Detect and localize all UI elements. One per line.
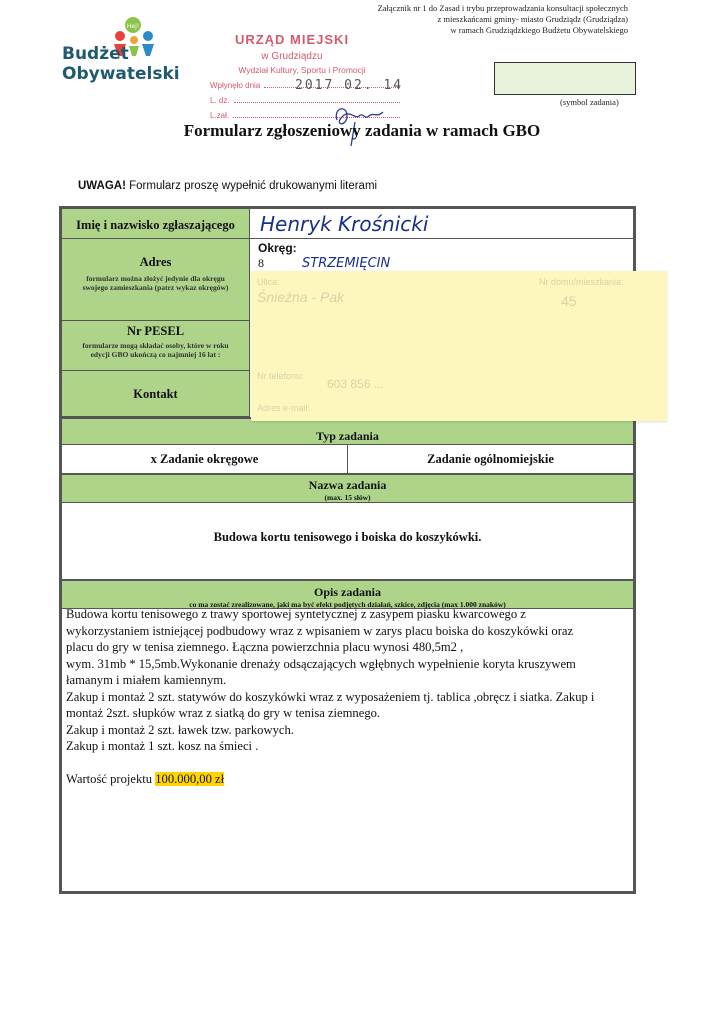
description-line: Zakup i montaż 2 szt. statywów do koszykówki wraz z wyposażeniem tj. tablica ,obręcz i siatka. Zakup i [66, 689, 595, 704]
task-name-field[interactable]: Budowa kortu tenisowego i boiska do koszykówki. [213, 530, 482, 544]
description-line: wykorzystaniem istniejącej podbudowy wraz z wpisaniem w zarys placu boiska do koszykówki oraz [66, 623, 574, 638]
stamp-lzal-label: L.zał. [210, 111, 230, 120]
pesel-label-cell [62, 321, 250, 371]
description-line: Zakup i montaż 1 szt. kosz na śmieci . [66, 739, 259, 753]
street-value: Śnieżna - Pak [257, 289, 345, 305]
stamp-department: Wydział Kultury, Sportu i Promocji [238, 65, 366, 75]
phone-label: Nr telefonu: [257, 371, 304, 381]
house-value: 45 [561, 293, 577, 309]
street-label: Ulica: [257, 277, 280, 287]
name-label: Imię i nazwisko zgłaszającego [76, 218, 235, 232]
task-symbol-label: (symbol zadania) [560, 97, 619, 107]
description-line: wym. 31mb * 15,5mb.Wykonanie drenaży odsączających wgłębnych wypełnienie koryta kruszywem [66, 656, 576, 671]
project-value-line [66, 771, 634, 788]
name-label-cell [62, 209, 250, 239]
type-city-option[interactable]: Zadanie ogólnomiejskie [427, 452, 554, 466]
stamp-ld-label: L. dz. [210, 96, 230, 105]
warning-prefix: UWAGA! [78, 180, 126, 192]
svg-text:Hej!: Hej! [126, 23, 140, 30]
attachment-note-line: w ramach Grudziądzkiego Budżetu Obywatelskiego [450, 25, 628, 35]
task-name-note: (max. 15 słów) [324, 493, 371, 502]
description-line: montaż 2szt. słupków wraz z siatką do gry w tenisa ziemnego. [66, 706, 381, 720]
name-field[interactable]: Henryk Krośnicki [260, 212, 429, 236]
phone-value: 603 856 ... [327, 377, 384, 391]
description-line: placu do gry w tenisa ziemnego. Łączna powierzchnia placu wynosi 480,5m2 , [66, 640, 464, 654]
received-date: 2017 02. 14 [295, 78, 404, 93]
description-line: Budowa kortu tenisowego z trawy sportowej syntetycznej z zasypem piasku kwarcowego z [66, 607, 526, 621]
address-note: formularz można złożyć jedynie dla okręgu swojego zamieszkania (patrz wykaz okręgów) [82, 274, 229, 292]
pesel-label: Nr PESEL [126, 324, 185, 338]
type-district-option[interactable]: x Zadanie okręgowe [62, 445, 348, 473]
district-number[interactable]: 8 [258, 256, 264, 270]
description-title: Opis zadania [313, 585, 382, 599]
house-label: Nr domu/mieszkania: [539, 277, 624, 287]
logo-line-2: Obywatelski [62, 64, 180, 84]
stamp-received-label: Wpłynęło dnia [210, 81, 261, 90]
task-type-header [62, 417, 633, 445]
email-label: Adres e-mail: [257, 403, 311, 413]
description-line: łamanym i miałem kamiennym. [66, 673, 227, 687]
logo-text [62, 44, 180, 84]
description-header [62, 579, 633, 609]
district-label: Okręg: [258, 241, 297, 255]
warning-text: Formularz proszę wypełnić drukowanymi literami [125, 180, 378, 192]
description-note: co ma zostać zrealizowane, jaki ma być efekt podjętych działań, szkice, zdjęcia (max 1.000 znaków) [189, 600, 506, 609]
project-value-label: Wartość projektu [66, 771, 156, 786]
attachment-note-line: z mieszkańcami gminy- miasto Grudziądz (Grudziądza) [437, 14, 628, 24]
logo-line-1: Budżet [62, 44, 129, 64]
task-type-title: Typ zadania [316, 429, 379, 443]
stamp-city: w Grudziądzu [261, 51, 323, 62]
project-value-amount: 100.000,00 zł [155, 771, 225, 786]
warning-note [78, 180, 377, 192]
pesel-note: formularze mogą składać osoby, które w roku edycji GBO ukończą co najmniej 16 lat : [82, 341, 229, 359]
privacy-sticky-note [251, 271, 667, 421]
row-divider [250, 238, 633, 239]
contact-label: Kontakt [133, 387, 178, 401]
task-name-header [62, 473, 633, 503]
description-line: Zakup i montaż 2 szt. ławek tzw. parkowych. [66, 722, 294, 737]
address-label: Adres [139, 255, 172, 269]
district-name[interactable]: STRZEMIĘCIN [302, 256, 391, 271]
description-field[interactable] [66, 606, 634, 787]
task-symbol-field[interactable] [494, 62, 636, 95]
task-name-title: Nazwa zadania [308, 478, 387, 492]
page-title: Formularz zgłoszeniowy zadania w ramach GBO [183, 121, 541, 140]
stamp-title: URZĄD MIEJSKI [234, 32, 350, 47]
contact-label-cell [62, 371, 250, 417]
address-label-cell [62, 239, 250, 321]
attachment-note-line: Załącznik nr 1 do Zasad i trybu przeprowadzania konsultacji społecznych [377, 3, 628, 13]
